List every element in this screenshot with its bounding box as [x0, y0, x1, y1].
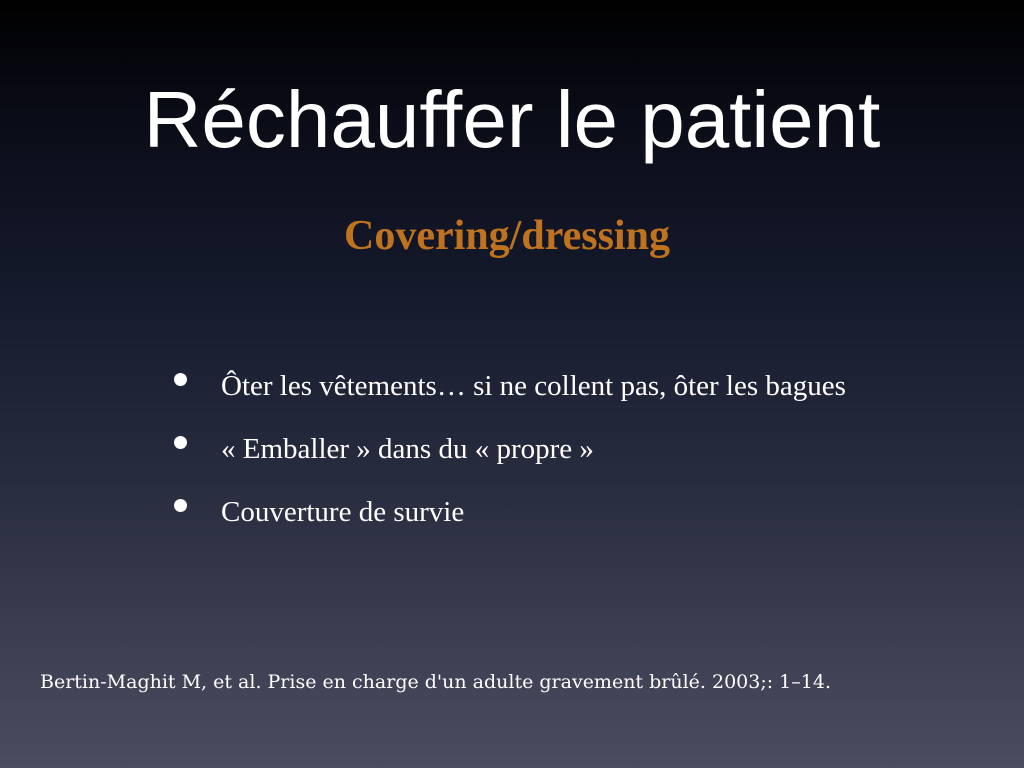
slide-title: Réchauffer le patient — [143, 75, 881, 164]
bullet-text: « Emballer » dans du « propre » — [221, 433, 594, 465]
slide-subtitle: Covering/dressing — [344, 213, 670, 259]
bullet-dot-icon — [174, 436, 187, 449]
bullet-list — [168, 355, 948, 544]
bullet-dot-icon — [174, 499, 187, 512]
reference-citation: Bertin-Maghit M, et al. Prise en charge d'un adulte gravement brûlé. 2003;: 1–14. — [40, 671, 831, 693]
bullet-item — [168, 418, 948, 481]
bullet-text: Ôter les vêtements… si ne collent pas, ôter les bagues — [221, 370, 846, 402]
bullet-item — [168, 355, 948, 418]
bullet-dot-icon — [174, 373, 187, 386]
bullet-text: Couverture de survie — [221, 496, 465, 528]
bullet-item — [168, 481, 948, 544]
